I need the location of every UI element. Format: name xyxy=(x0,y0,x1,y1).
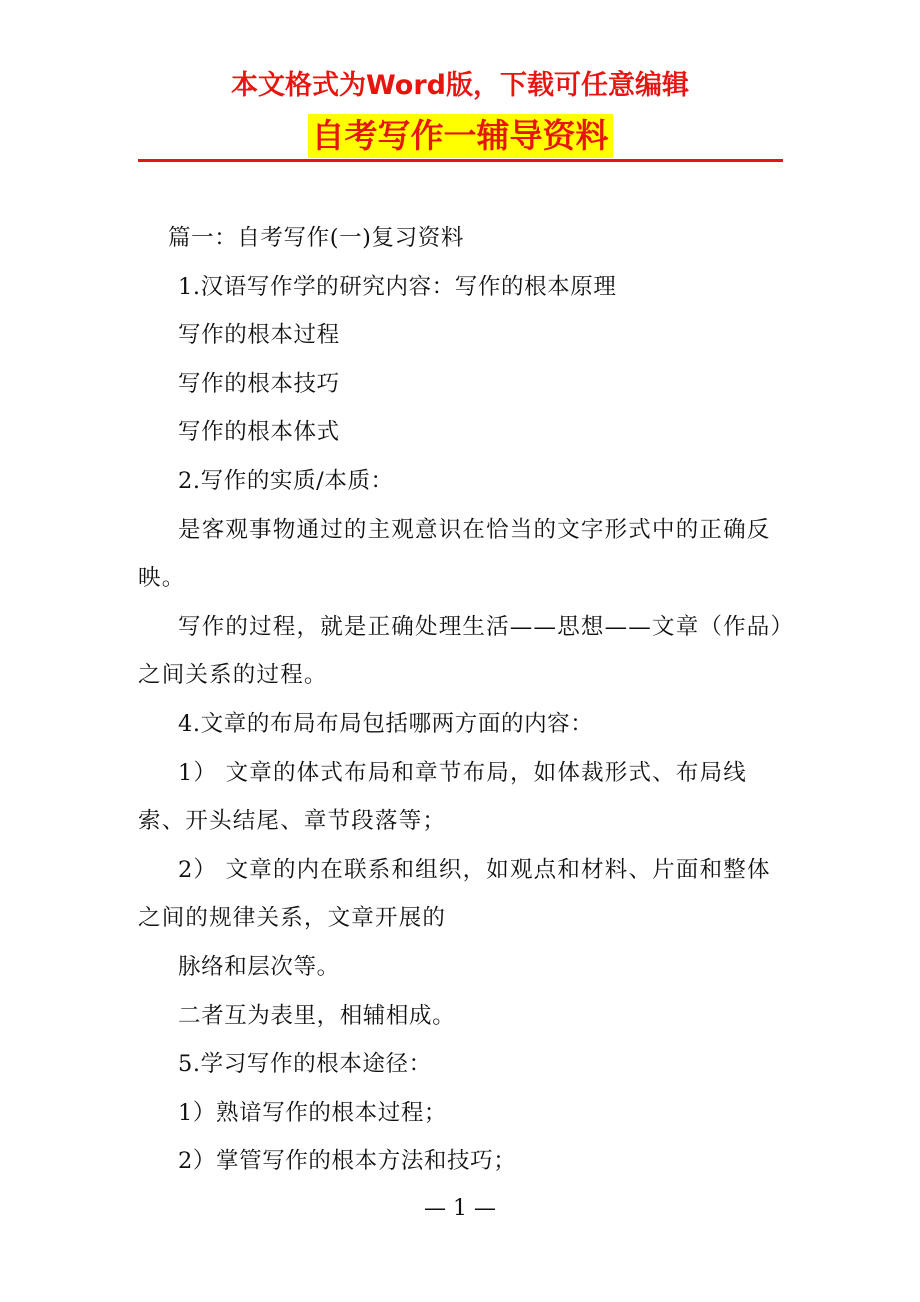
paragraph: 写作的根本过程 xyxy=(178,322,340,349)
paragraph: 二者互为表里，相辅相成。 xyxy=(178,1002,456,1029)
paragraph: 1）熟谙写作的根本过程； xyxy=(178,1099,448,1126)
paragraph: 2） 文章的内在联系和组织，如观点和材料、片面和整体之间的规律关系，文章开展的 xyxy=(138,856,771,932)
document-body xyxy=(138,214,783,1186)
title-container xyxy=(0,114,920,158)
paragraph: 5.学习写作的根本途径： xyxy=(178,1051,432,1078)
paragraph: 2）掌管写作的根本方法和技巧； xyxy=(178,1148,517,1175)
paragraph: 4.文章的布局布局包括哪两方面的内容： xyxy=(178,710,594,737)
page-number: — 1 — xyxy=(424,1196,496,1221)
title-divider xyxy=(138,159,783,162)
paragraph: 1.汉语写作学的研究内容：写作的根本原理 xyxy=(178,273,617,300)
paragraph: 写作的根本技巧 xyxy=(178,370,340,397)
paragraph: 写作的根本体式 xyxy=(178,419,340,446)
section-heading: 篇一：自考写作(一)复习资料 xyxy=(168,225,464,251)
paragraph: 写作的过程，就是正确处理生活——思想——文章（作品）之间关系的过程。 xyxy=(138,613,783,689)
document-title: 自考写作一辅导资料 xyxy=(308,114,613,158)
paragraph: 脉络和层次等。 xyxy=(178,953,340,980)
paragraph: 是客观事物通过的主观意识在恰当的文字形式中的正确反映。 xyxy=(138,516,771,592)
download-notice: 本文格式为Word版，下载可任意编辑 xyxy=(230,70,689,101)
paragraph: 2.写作的实质/本质： xyxy=(178,467,394,494)
paragraph: 1） 文章的体式布局和章节布局，如体裁形式、布局线索、开头结尾、章节段落等； xyxy=(138,759,747,835)
